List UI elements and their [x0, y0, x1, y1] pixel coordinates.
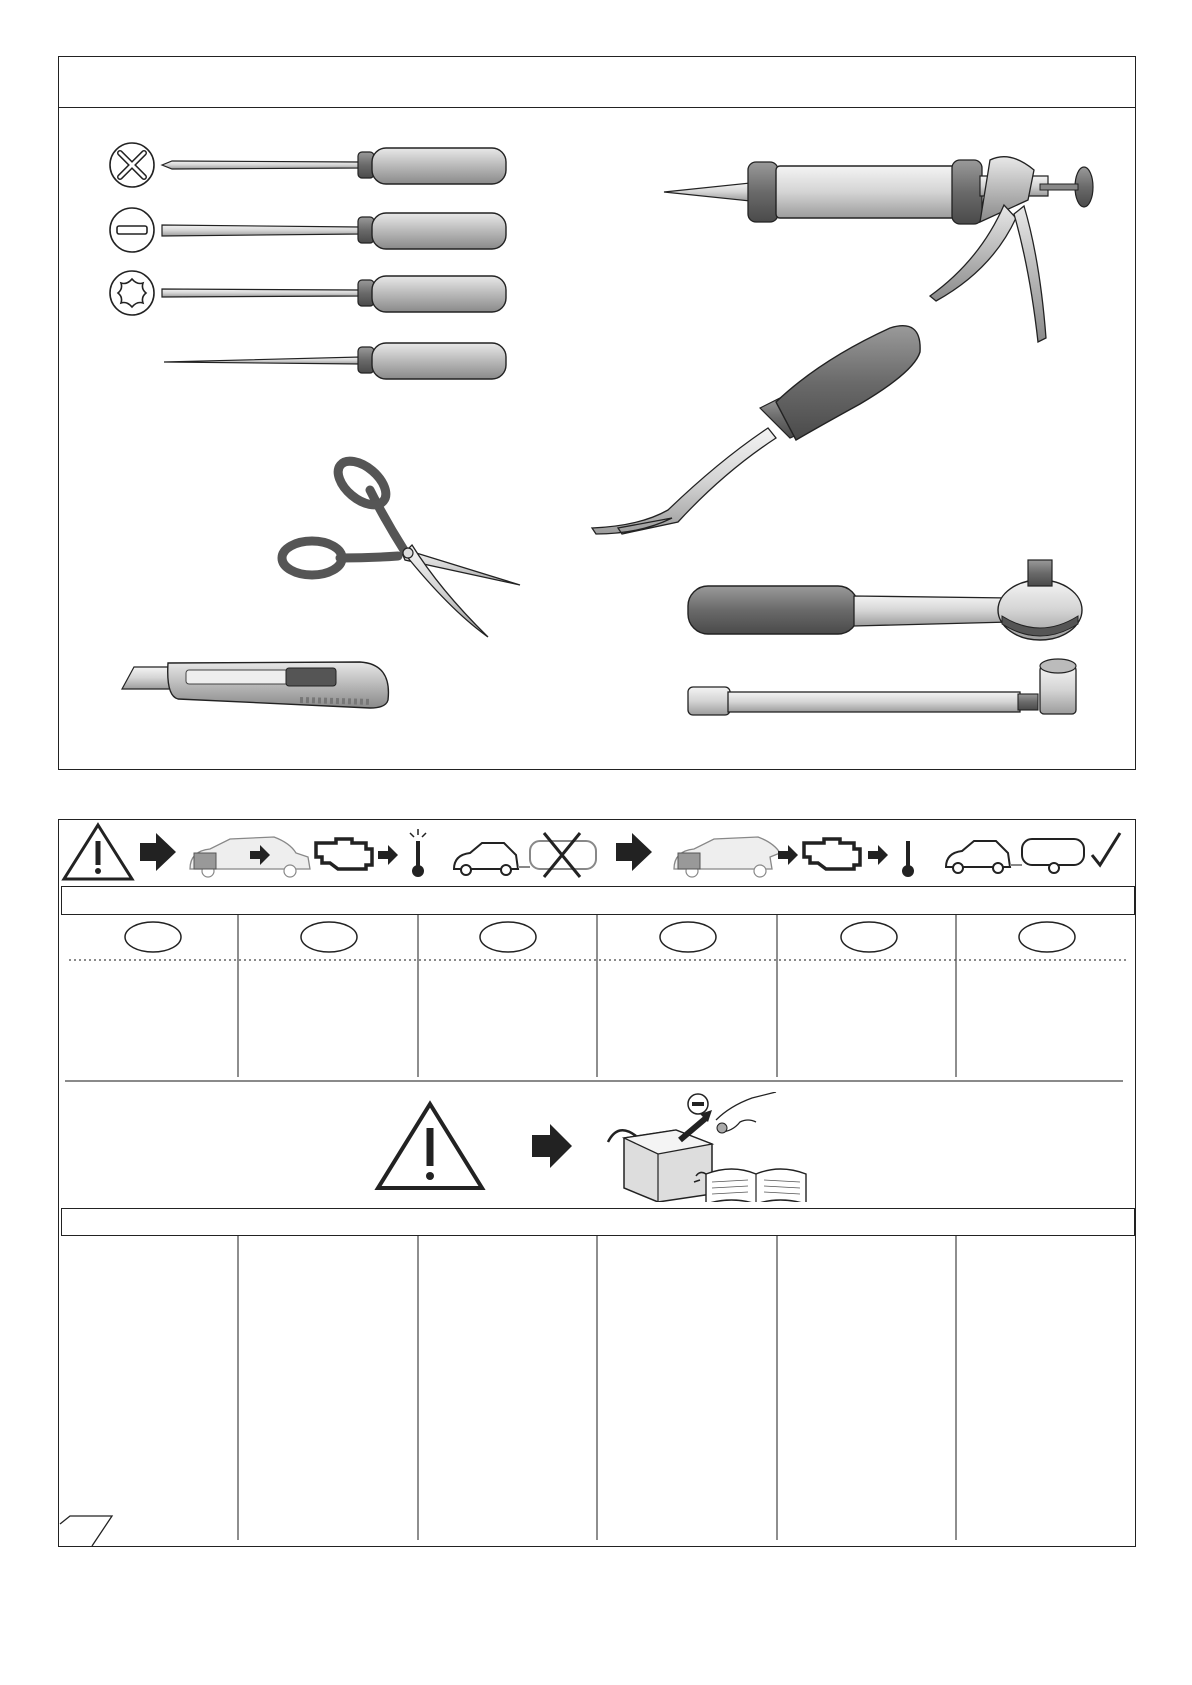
socket-extension [688, 659, 1076, 715]
language-badge [125, 922, 181, 952]
warning-sequence [60, 821, 1134, 885]
arrow-right-icon [532, 1124, 572, 1168]
check-mark-icon [1092, 833, 1120, 865]
hand-icon [716, 1092, 776, 1133]
flat-screwdriver [110, 208, 506, 252]
caulking-gun [664, 157, 1093, 342]
torx-screwdriver [110, 271, 506, 315]
slot-icon [110, 208, 154, 252]
ratchet [688, 560, 1082, 640]
phillips-icon [110, 143, 154, 187]
car-engine-icon [674, 837, 780, 877]
battery-icon [608, 1110, 712, 1202]
minus-terminal-icon [688, 1094, 708, 1114]
arrow-small-icon [378, 845, 398, 865]
language-badge [660, 922, 716, 952]
manual-book-icon [694, 1169, 806, 1202]
language-badge [480, 922, 536, 952]
trim-removal-tool [592, 326, 920, 534]
battery-disconnect-warning [360, 1092, 840, 1202]
thermometer-icon [902, 841, 914, 877]
tools-illustration [0, 0, 1192, 800]
arrow-right-icon [140, 833, 176, 871]
page-corner-tab [58, 1512, 118, 1550]
engine-check-icon [316, 839, 372, 869]
section-header-strip [61, 1208, 1135, 1236]
arrow-small-icon [868, 845, 888, 865]
engine-check-icon [804, 839, 860, 869]
towing-allowed-icon [946, 839, 1084, 873]
no-towing-icon [454, 833, 596, 877]
awl [164, 343, 506, 379]
scissors [282, 453, 520, 637]
warning-triangle-icon [64, 825, 132, 879]
warning-triangle-icon [378, 1104, 482, 1188]
language-badge [1019, 922, 1075, 952]
language-columns-top [61, 915, 1135, 1085]
phillips-screwdriver [110, 143, 506, 187]
language-columns-bottom [61, 1236, 1135, 1546]
arrow-small-icon [778, 845, 798, 865]
thermometer-warning-icon [410, 829, 426, 877]
utility-knife [122, 662, 388, 708]
language-badge [841, 922, 897, 952]
arrow-right-icon [616, 833, 652, 871]
language-badge [301, 922, 357, 952]
section-header-strip [61, 886, 1135, 915]
torx-icon [110, 271, 154, 315]
